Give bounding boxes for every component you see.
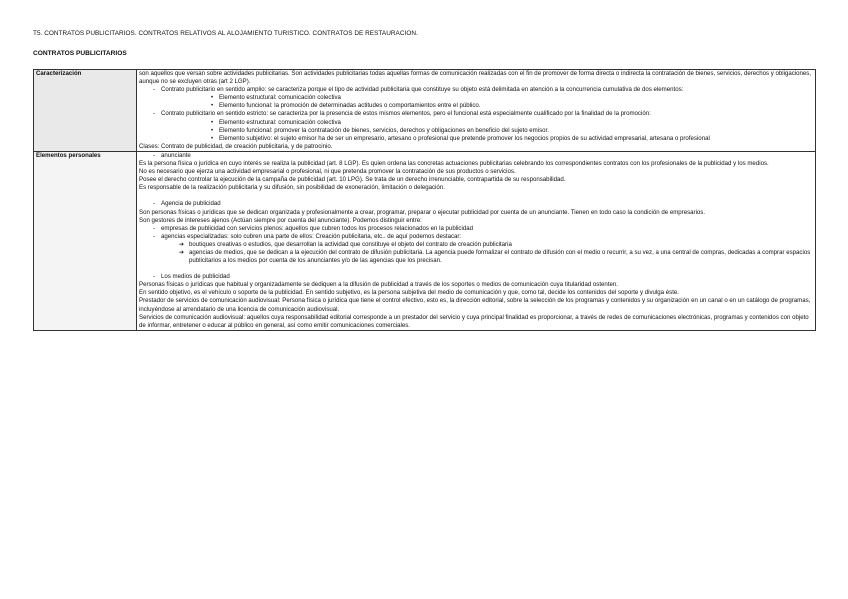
list-item-text: Elemento funcional: la promoción de determinadas actitudes o comportamientos entre el público. xyxy=(219,102,481,110)
list-item xyxy=(139,233,813,241)
spacer xyxy=(139,192,813,200)
table-row-elementos xyxy=(34,151,816,330)
text-line: Posee el derecho controlar la ejecución de la campaña de publicidad (art. 10 LPG). Se trata de un derecho irrenunciable, contrapartida de su responsabilidad. xyxy=(139,176,566,184)
section-title: CONTRATOS PUBLICITARIOS xyxy=(33,50,127,57)
list-item-text: agencias especializadas: solo cubren una parte de ellos: Creación publicitaria, etc.. de aquí podemos destacar: xyxy=(161,232,462,240)
subheading-agencia xyxy=(139,200,813,208)
list-item xyxy=(139,135,813,143)
list-item xyxy=(139,119,813,127)
subheading-text: Agencia de publicidad xyxy=(161,200,221,208)
text-line: Personas físicas o jurídicas que habitual y organizadamente se dediquen a la difusión de publicidad a través de los soportes o medios de comunicación cuya titularidad ostenten. xyxy=(139,281,618,289)
subheading-anunciante xyxy=(139,152,813,160)
text-line: Es la persona física o jurídica en cuyo interés se realiza la publicidad (art. 8 LGP). Es quien ordena las concretas actuaciones publicitarias celebrando los correspondientes contratos con los profesionales de la publicidad y los medios. xyxy=(139,160,769,168)
row-content-caracterizacion xyxy=(137,70,816,152)
list-item xyxy=(139,86,813,94)
list-item xyxy=(139,225,813,233)
text-line: Clases: Contrato de publicidad, de creación publicitaria, y de patrocinio. xyxy=(139,142,333,150)
list-item xyxy=(139,127,813,135)
row-label-caracterizacion: Caracterización xyxy=(34,70,137,152)
row-content-elementos xyxy=(137,151,816,330)
list-item-text: empresas de publicidad con servicios plenos: aquellos que cubren todos los procesos relacionados en la publicidad xyxy=(161,224,473,232)
bullet-icon: • xyxy=(211,102,214,110)
text-line: Es responsable de la realización publicitaria y su difusión, sin posibilidad de exoneración, limitación o delegación. xyxy=(139,184,445,192)
list-item-text: agencias de medios, que se dedican a la ejecución del contrato de difusión publicitaria. La agencia puede formalizar el contrato de difusión con el medio o recurrir, a su vez, a una central de compras, dedicadas a comprar espacios publicitarios a los medios por cuenta de los anunciantes y/o de las agencias que los precisan. xyxy=(189,248,811,265)
dash-icon: - xyxy=(153,273,156,281)
text-line: Servicios de comunicación audiovisual: aquellos cuya responsabilidad editorial corresponde a un prestador del servicio y cuya principal finalidad es proporcionar, a través de redes de comunicaciones electrónicas, programas y contenidos con objeto de informar, entretener o educar al público en general, así como emitir comunicaciones comerciales. xyxy=(139,313,809,329)
arrow-icon: ➔ xyxy=(179,240,185,248)
list-item xyxy=(139,102,813,110)
text-line: En sentido objetivo, es el vehículo o soporte de la publicidad. En sentido subjetivo, es la persona subjetiva del medio de comunicación y que, como tal, decide los contenidos del soporte y divulga éste. xyxy=(139,289,679,297)
list-item xyxy=(139,110,813,118)
text-line: Son gestores de intereses ajenos (Actúan siempre por cuenta del anunciante). Podemos distinguir entre: xyxy=(139,216,422,224)
dash-icon: - xyxy=(153,110,156,118)
dash-icon: - xyxy=(153,86,156,94)
bullet-icon: • xyxy=(211,94,214,102)
list-item-text: Elemento subjetivo: el sujeto emisor ha de ser un empresario, artesano o profesional que pretende promover los negocios propios de su actividad empresarial, artesana o profesional xyxy=(219,134,710,142)
content-table xyxy=(33,69,816,331)
bullet-icon: • xyxy=(211,118,214,126)
text-line: No es necesario que ejerza una actividad empresarial o profesional, ni que pretenda promover la contratación de sus productos o servicios. xyxy=(139,168,516,176)
list-item-text: Contrato publicitario en sentido amplio: se caracteriza porque el tipo de actividad publicitaria que constituye su objeto está delimitada en atención a la concurrencia cumulativa de dos elementos: xyxy=(161,86,684,94)
text-line: son aquellos que versan sobre actividades publicitarias. Son actividades publicitarias todas aquellas formas de comunicación realizadas con el fin de promover de forma directa o indirecta la contratación de bienes, servicios, derechos y obligaciones, aunque no se excluyen otras (art 2 LGP). xyxy=(139,70,812,86)
dash-icon: - xyxy=(153,151,156,159)
subheading-medios xyxy=(139,273,813,281)
list-item-text: Elemento estructural: comunicación colectiva xyxy=(219,118,341,126)
document-title: T5. CONTRATOS PUBLICITARIOS. CONTRATOS RELATIVOS AL ALOJAMIENTO TURISTICO. CONTRATOS DE RESTAURACION. xyxy=(33,30,418,37)
dash-icon: - xyxy=(153,224,156,232)
list-item xyxy=(139,241,813,249)
spacer xyxy=(139,265,813,273)
list-item-text: Elemento estructural: comunicación colectiva xyxy=(219,94,341,102)
bullet-icon: • xyxy=(211,126,214,134)
row-label-elementos: Elementos personales xyxy=(34,151,137,330)
text-line: Son personas físicas o jurídicas que se dedican organizada y profesionalmente a crear, programar, preparar o ejecutar publicidad por cuenta de un anunciante. Tienen en todo caso la condición de empresarios. xyxy=(139,208,706,216)
list-item xyxy=(139,94,813,102)
list-item-text: Elemento funcional: promover la contratación de bienes, servicios, derechos y obligaciones en beneficio del sujeto emisor. xyxy=(219,126,549,134)
subheading-text: anunciante xyxy=(161,151,191,159)
list-item-text: boutiques creativas o estudios, que desarrollan la actividad que constituye el objeto del contrato de creación publicitaria xyxy=(189,240,512,248)
dash-icon: - xyxy=(153,232,156,240)
text-line: Prestador de servicios de comunicación audiovisual: Persona física o jurídica que tiene el control efectivo, esto es, la dirección editorial, sobre la selección de los programas y contenidos y su organización en un canal o en un catálogo de programas, incluyéndose al arrendatario de una licencia de comunicación audiovisual. xyxy=(139,297,811,313)
bullet-icon: • xyxy=(211,134,214,142)
list-item-text: Contrato publicitario en sentido estricto: se caracteriza por la presencia de estos mismos elementos, pero el funcional está especialmente cualificado por la finalidad de la promoción: xyxy=(161,110,651,118)
arrow-icon: ➔ xyxy=(179,248,185,256)
table-row-caracterizacion xyxy=(34,70,816,152)
dash-icon: - xyxy=(153,200,156,208)
subheading-text: Los medios de publicidad xyxy=(161,273,230,281)
list-item xyxy=(139,249,813,265)
